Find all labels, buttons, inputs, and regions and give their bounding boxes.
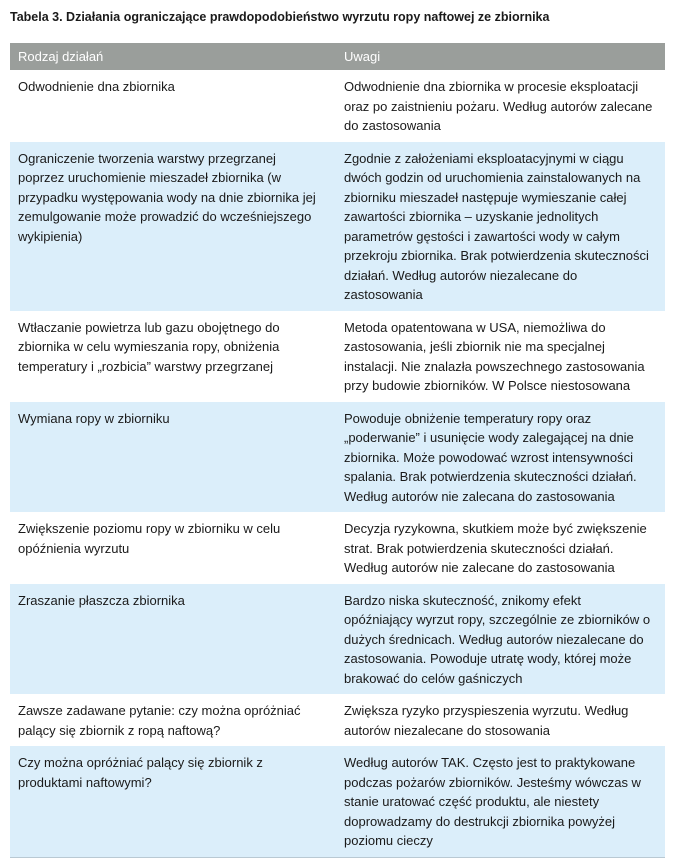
action-cell: Odwodnienie dna zbiornika	[10, 70, 336, 142]
action-cell: Zraszanie płaszcza zbiornika	[10, 584, 336, 695]
action-cell: Zwiększenie poziomu ropy w zbiorniku w celu opóźnienia wyrzutu	[10, 512, 336, 584]
remarks-cell: Bardzo niska skuteczność, znikomy efekt opóźniający wyrzut ropy, szczególnie ze zbiorników o dużych średnicach. Według autorów niezalecane do zastosowania. Powoduje utratę wody, której może brakować do celów gaśniczych	[336, 584, 665, 695]
table-row	[10, 694, 665, 746]
table-row	[10, 584, 665, 695]
table-row	[10, 142, 665, 311]
table-row	[10, 311, 665, 402]
remarks-cell: Decyzja ryzykowna, skutkiem może być zwiększenie strat. Brak potwierdzenia skuteczności działań. Według autorów nie zalecane do zastosowania	[336, 512, 665, 584]
action-cell: Ograniczenie tworzenia warstwy przegrzanej poprzez uruchomienie mieszadeł zbiornika (w przypadku występowania wody na dnie zbiornika jej zemulgowanie może prowadzić do wcześniejszego wykipienia)	[10, 142, 336, 311]
header-action-type: Rodzaj działań	[10, 43, 336, 70]
remarks-cell: Zgodnie z założeniami eksploatacyjnymi w ciągu dwóch godzin od uruchomienia zainstalowanych na zbiorniku mieszadeł następuje wymieszanie całej zawartości zbiornika – uzyskanie jednolitych parametrów gęstości i zawartości wody w całym przekroju zbiornika. Brak potwierdzenia skuteczności działań. Według autorów niezalecane do zastosowania	[336, 142, 665, 311]
remarks-cell: Według autorów TAK. Często jest to praktykowane podczas pożarów zbiorników. Jesteśmy wówczas w stanie uratować część produktu, ale niestety doprowadzamy do destrukcji zbiornika powyżej poziomu cieczy	[336, 746, 665, 857]
table-caption: Tabela 3. Działania ograniczające prawdopodobieństwo wyrzutu ropy naftowej ze zbiornika	[10, 10, 550, 24]
table-row	[10, 402, 665, 513]
header-remarks: Uwagi	[336, 43, 665, 70]
action-cell: Czy można opróżniać palący się zbiornik z produktami naftowymi?	[10, 746, 336, 857]
remarks-cell: Zwiększa ryzyko przyspieszenia wyrzutu. Według autorów niezalecane do stosowania	[336, 694, 665, 746]
table-row	[10, 512, 665, 584]
table-row	[10, 746, 665, 857]
action-cell: Wtłaczanie powietrza lub gazu obojętnego do zbiornika w celu wymieszania ropy, obniżenia temperatury i „rozbicia” warstwy przegrzanej	[10, 311, 336, 402]
table-header-row	[10, 43, 665, 70]
measures-table	[10, 43, 665, 858]
action-cell: Zawsze zadawane pytanie: czy można opróżniać palący się zbiornik z ropą naftową?	[10, 694, 336, 746]
remarks-cell: Odwodnienie dna zbiornika w procesie eksploatacji oraz po zaistnieniu pożaru. Według autorów zalecane do zastosowania	[336, 70, 665, 142]
remarks-cell: Powoduje obniżenie temperatury ropy oraz „poderwanie” i usunięcie wody zalegającej na dnie zbiornika. Może powodować wzrost intensywności spalania. Brak potwierdzenia skuteczności działań. Według autorów nie zalecana do zastosowania	[336, 402, 665, 513]
remarks-cell: Metoda opatentowana w USA, niemożliwa do zastosowania, jeśli zbiornik nie ma specjalnej instalacji. Nie znalazła powszechnego zastosowania przy budowie zbiorników. W Polsce niestosowana	[336, 311, 665, 402]
table-row	[10, 70, 665, 142]
action-cell: Wymiana ropy w zbiorniku	[10, 402, 336, 513]
